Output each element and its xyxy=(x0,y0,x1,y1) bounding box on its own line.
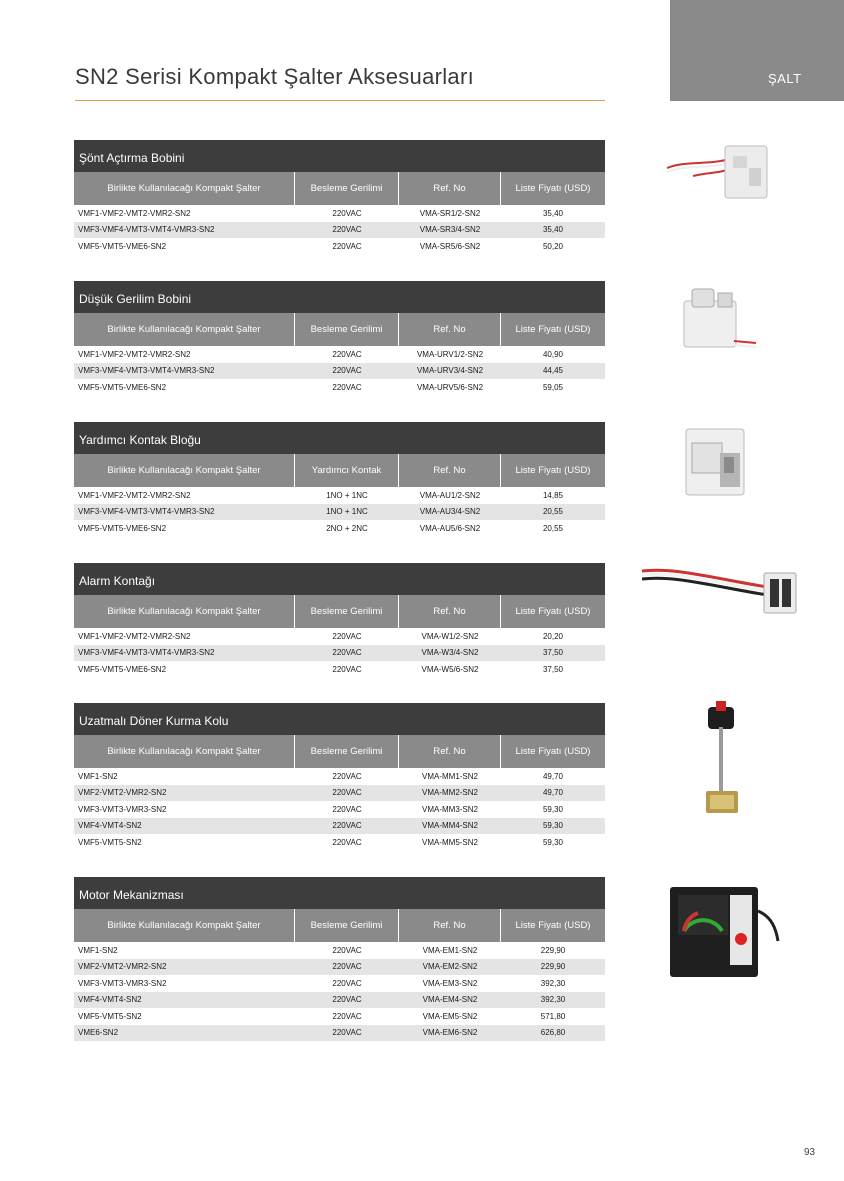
cell-list-price: 37,50 xyxy=(542,648,564,658)
cell-compatible-breaker: VMF5-VMT5-VME6-SN2 xyxy=(78,382,167,392)
header-ref-no: Ref. No xyxy=(399,735,501,768)
page-title: SN2 Serisi Kompakt Şalter Aksesuarları xyxy=(75,64,474,89)
section-title: Şönt Açtırma Bobini xyxy=(74,140,605,172)
header-compatible-breaker: Birlikte Kullanılacağı Kompakt Şalter xyxy=(74,735,295,768)
header-compatible-breaker: Birlikte Kullanılacağı Kompakt Şalter xyxy=(74,454,295,487)
cell-voltage: 220VAC xyxy=(332,664,362,674)
cell-voltage: 220VAC xyxy=(332,995,362,1005)
table-row xyxy=(74,1008,605,1025)
cell-voltage: 220VAC xyxy=(332,648,362,658)
header-list-price: Liste Fiyatı (USD) xyxy=(501,172,605,205)
table-header xyxy=(74,595,605,628)
shunt-trip-coil-image xyxy=(663,138,773,208)
table-header xyxy=(74,735,605,768)
cell-compatible-breaker: VMF3-VMT3-VMR3-SN2 xyxy=(78,804,167,814)
cell-ref-no: VMA-MM4-SN2 xyxy=(421,821,478,831)
cell-compatible-breaker: VMF2-VMT2-VMR2-SN2 xyxy=(78,788,167,798)
cell-list-price: 571,80 xyxy=(540,1011,566,1021)
cell-compatible-breaker: VMF3-VMT3-VMR3-SN2 xyxy=(78,978,167,988)
table-body xyxy=(74,942,605,1041)
table-row xyxy=(74,487,605,504)
table-row xyxy=(74,346,605,363)
cell-ref-no: VMA-URV3/4-SN2 xyxy=(416,366,484,376)
header-ref-no: Ref. No xyxy=(399,313,501,346)
cell-list-price: 14,85 xyxy=(542,490,564,500)
cell-ref-no: VMA-MM5-SN2 xyxy=(421,837,478,847)
table-row xyxy=(74,238,605,255)
cell-compatible-breaker: VMF5-VMT5-SN2 xyxy=(78,837,142,847)
cell-list-price: 35,40 xyxy=(542,208,564,218)
cell-voltage: 220VAC xyxy=(332,1011,362,1021)
cell-compatible-breaker: VMF5-VMT5-SN2 xyxy=(78,1011,142,1021)
header-ref-no: Ref. No xyxy=(399,909,501,942)
cell-list-price: 40,90 xyxy=(542,349,564,359)
header-compatible-breaker: Birlikte Kullanılacağı Kompakt Şalter xyxy=(74,313,295,346)
title-divider xyxy=(75,100,605,101)
header-ref-no: Ref. No xyxy=(399,595,501,628)
page-number: 93 xyxy=(804,1147,816,1158)
section-alarm-contact xyxy=(74,563,605,678)
cell-voltage: 220VAC xyxy=(332,366,362,376)
cell-ref-no: VMA-URV5/6-SN2 xyxy=(416,382,484,392)
header-voltage: Besleme Gerilimi xyxy=(295,313,399,346)
header-ref-no: Ref. No xyxy=(399,454,501,487)
cell-compatible-breaker: VMF1-SN2 xyxy=(78,945,118,955)
cell-list-price: 59,05 xyxy=(542,382,564,392)
cell-compatible-breaker: VMF1-VMF2-VMT2-VMR2-SN2 xyxy=(78,631,191,641)
section-title: Düşük Gerilim Bobini xyxy=(74,281,605,313)
cell-ref-no: VMA-W1/2-SN2 xyxy=(421,631,479,641)
table-row xyxy=(74,205,605,222)
table-row xyxy=(74,801,605,818)
cell-compatible-breaker: VMF3-VMF4-VMT3-VMT4-VMR3-SN2 xyxy=(78,366,215,376)
cell-compatible-breaker: VMF5-VMT5-VME6-SN2 xyxy=(78,241,167,251)
cell-voltage: 220VAC xyxy=(332,788,362,798)
cell-compatible-breaker: VMF1-VMF2-VMT2-VMR2-SN2 xyxy=(78,349,191,359)
cell-voltage: 220VAC xyxy=(332,241,362,251)
cell-voltage: 220VAC xyxy=(332,962,362,972)
cell-list-price: 59,30 xyxy=(542,821,564,831)
motor-mechanism-image xyxy=(664,881,784,981)
cell-voltage: 220VAC xyxy=(332,821,362,831)
cell-voltage: 220VAC xyxy=(332,804,362,814)
cell-voltage: 1NO + 1NC xyxy=(326,507,368,517)
cell-voltage: 220VAC xyxy=(332,225,362,235)
cell-ref-no: VMA-SR5/6-SN2 xyxy=(419,241,481,251)
category-label: ŞALT xyxy=(768,71,802,86)
header-compatible-breaker: Birlikte Kullanılacağı Kompakt Şalter xyxy=(74,172,295,205)
table-row xyxy=(74,520,605,537)
cell-ref-no: VMA-W3/4-SN2 xyxy=(421,648,479,658)
cell-list-price: 44,45 xyxy=(542,366,564,376)
cell-ref-no: VMA-EM4-SN2 xyxy=(422,995,478,1005)
cell-compatible-breaker: VMF4-VMT4-SN2 xyxy=(78,995,142,1005)
table-header xyxy=(74,313,605,346)
cell-ref-no: VMA-URV1/2-SN2 xyxy=(416,349,484,359)
table-row xyxy=(74,222,605,239)
cell-ref-no: VMA-SR3/4-SN2 xyxy=(419,225,481,235)
cell-voltage: 2NO + 2NC xyxy=(326,523,368,533)
cell-list-price: 49,70 xyxy=(542,771,564,781)
cell-voltage: 1NO + 1NC xyxy=(326,490,368,500)
cell-voltage: 220VAC xyxy=(332,382,362,392)
table-row xyxy=(74,661,605,678)
cell-voltage: 220VAC xyxy=(332,631,362,641)
header-compatible-breaker: Birlikte Kullanılacağı Kompakt Şalter xyxy=(74,595,295,628)
cell-voltage: 220VAC xyxy=(332,771,362,781)
cell-list-price: 229,90 xyxy=(540,962,566,972)
cell-compatible-breaker: VMF5-VMT5-VME6-SN2 xyxy=(78,664,167,674)
cell-list-price: 392,30 xyxy=(540,978,566,988)
cell-compatible-breaker: VMF5-VMT5-VME6-SN2 xyxy=(78,523,167,533)
header-ref-no: Ref. No xyxy=(399,172,501,205)
header-list-price: Liste Fiyatı (USD) xyxy=(501,595,605,628)
table-body xyxy=(74,628,605,678)
cell-list-price: 626,80 xyxy=(540,1028,566,1038)
cell-list-price: 229,90 xyxy=(540,945,566,955)
section-title: Motor Mekanizması xyxy=(74,877,605,909)
cell-ref-no: VMA-EM1-SN2 xyxy=(422,945,478,955)
section-title: Uzatmalı Döner Kurma Kolu xyxy=(74,703,605,735)
auxiliary-contact-block-image xyxy=(680,423,762,499)
table-row xyxy=(74,379,605,396)
undervoltage-coil-image xyxy=(678,283,760,353)
header-compatible-breaker: Birlikte Kullanılacağı Kompakt Şalter xyxy=(74,909,295,942)
cell-list-price: 35,40 xyxy=(542,225,564,235)
alarm-contact-image xyxy=(636,561,806,625)
header-list-price: Liste Fiyatı (USD) xyxy=(501,909,605,942)
cell-list-price: 20,20 xyxy=(542,631,564,641)
cell-ref-no: VMA-EM2-SN2 xyxy=(422,962,478,972)
category-tab xyxy=(670,0,844,101)
cell-list-price: 59,30 xyxy=(542,804,564,814)
table-header xyxy=(74,909,605,942)
cell-ref-no: VMA-W5/6-SN2 xyxy=(421,664,479,674)
header-voltage: Yardımcı Kontak xyxy=(295,454,399,487)
cell-ref-no: VMA-AU5/6-SN2 xyxy=(419,523,481,533)
section-motor-mechanism xyxy=(74,877,605,1041)
header-voltage: Besleme Gerilimi xyxy=(295,735,399,768)
cell-voltage: 220VAC xyxy=(332,978,362,988)
cell-voltage: 220VAC xyxy=(332,837,362,847)
cell-ref-no: VMA-EM3-SN2 xyxy=(422,978,478,988)
cell-list-price: 50,20 xyxy=(542,241,564,251)
cell-ref-no: VMA-SR1/2-SN2 xyxy=(419,208,481,218)
table-header xyxy=(74,172,605,205)
table-row xyxy=(74,818,605,835)
cell-ref-no: VMA-EM5-SN2 xyxy=(422,1011,478,1021)
cell-ref-no: VMA-AU3/4-SN2 xyxy=(419,507,481,517)
table-row xyxy=(74,1025,605,1042)
cell-compatible-breaker: VME6-SN2 xyxy=(78,1028,119,1038)
table-row xyxy=(74,628,605,645)
cell-voltage: 220VAC xyxy=(332,945,362,955)
header-list-price: Liste Fiyatı (USD) xyxy=(501,735,605,768)
cell-list-price: 59,30 xyxy=(542,837,564,847)
table-header xyxy=(74,454,605,487)
section-extended-rotary-handle xyxy=(74,703,605,851)
header-voltage: Besleme Gerilimi xyxy=(295,909,399,942)
cell-compatible-breaker: VMF4-VMT4-SN2 xyxy=(78,821,142,831)
cell-voltage: 220VAC xyxy=(332,349,362,359)
cell-compatible-breaker: VMF3-VMF4-VMT3-VMT4-VMR3-SN2 xyxy=(78,648,215,658)
cell-list-price: 20,55 xyxy=(542,523,564,533)
cell-compatible-breaker: VMF3-VMF4-VMT3-VMT4-VMR3-SN2 xyxy=(78,507,215,517)
table-row xyxy=(74,785,605,802)
table-row xyxy=(74,975,605,992)
section-shunt-trip-coil xyxy=(74,140,605,255)
table-body xyxy=(74,346,605,396)
cell-ref-no: VMA-EM6-SN2 xyxy=(422,1028,478,1038)
cell-ref-no: VMA-AU1/2-SN2 xyxy=(419,490,481,500)
table-row xyxy=(74,645,605,662)
table-body xyxy=(74,768,605,851)
cell-list-price: 20,55 xyxy=(542,507,564,517)
table-row xyxy=(74,363,605,380)
cell-compatible-breaker: VMF3-VMF4-VMT3-VMT4-VMR3-SN2 xyxy=(78,225,215,235)
header-voltage: Besleme Gerilimi xyxy=(295,595,399,628)
section-title: Alarm Kontağı xyxy=(74,563,605,595)
section-undervoltage-coil xyxy=(74,281,605,396)
table-row xyxy=(74,504,605,521)
header-list-price: Liste Fiyatı (USD) xyxy=(501,313,605,346)
table-row xyxy=(74,834,605,851)
cell-ref-no: VMA-MM1-SN2 xyxy=(421,771,478,781)
cell-compatible-breaker: VMF2-VMT2-VMR2-SN2 xyxy=(78,962,167,972)
table-row xyxy=(74,992,605,1009)
cell-list-price: 392,30 xyxy=(540,995,566,1005)
cell-compatible-breaker: VMF1-VMF2-VMT2-VMR2-SN2 xyxy=(78,490,191,500)
cell-ref-no: VMA-MM3-SN2 xyxy=(421,804,478,814)
section-auxiliary-contact-block xyxy=(74,422,605,537)
cell-compatible-breaker: VMF1-SN2 xyxy=(78,771,118,781)
header-voltage: Besleme Gerilimi xyxy=(295,172,399,205)
cell-list-price: 37,50 xyxy=(542,664,564,674)
cell-list-price: 49,70 xyxy=(542,788,564,798)
cell-voltage: 220VAC xyxy=(332,1028,362,1038)
extended-rotary-handle-image xyxy=(696,699,748,825)
section-title: Yardımcı Kontak Bloğu xyxy=(74,422,605,454)
table-row xyxy=(74,942,605,959)
table-row xyxy=(74,768,605,785)
cell-ref-no: VMA-MM2-SN2 xyxy=(421,788,478,798)
cell-compatible-breaker: VMF1-VMF2-VMT2-VMR2-SN2 xyxy=(78,208,191,218)
table-body xyxy=(74,487,605,537)
table-body xyxy=(74,205,605,255)
cell-voltage: 220VAC xyxy=(332,208,362,218)
table-row xyxy=(74,959,605,976)
header-list-price: Liste Fiyatı (USD) xyxy=(501,454,605,487)
